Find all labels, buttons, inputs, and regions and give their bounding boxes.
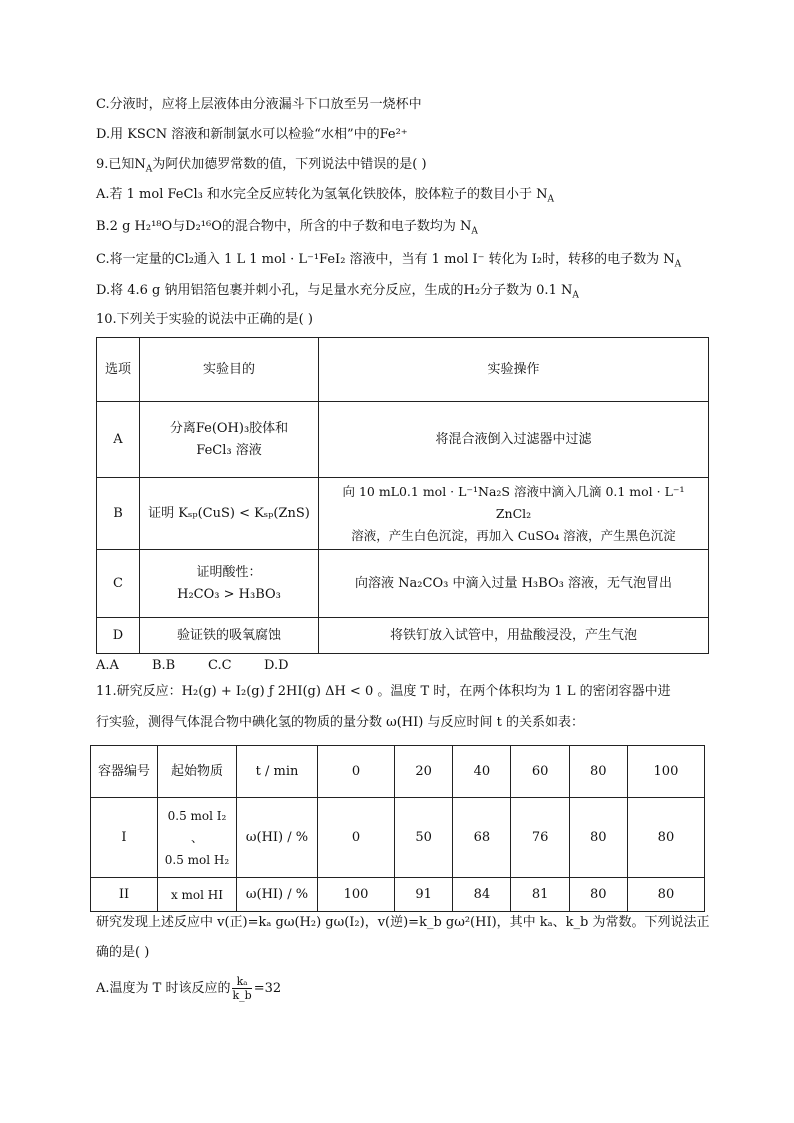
- row-option: D: [97, 618, 140, 654]
- table-row: [91, 798, 705, 878]
- table-row: [91, 746, 705, 798]
- q9-option-d: [96, 282, 579, 300]
- value-cell: 0: [318, 798, 395, 878]
- table-row: [97, 402, 709, 478]
- value-cell: 84: [453, 878, 511, 912]
- q8-option-c: C.分液时，应将上层液体由分液漏斗下口放至另一烧杯中: [96, 97, 422, 112]
- table-row: [97, 478, 709, 550]
- value-cell: 50: [395, 798, 453, 878]
- header-cell: t / min: [237, 746, 318, 798]
- header-goal: 实验目的: [140, 338, 319, 402]
- header-cell: 0: [318, 746, 395, 798]
- q11-stem-line-2: 行实验，测得气体混合物中碘化氢的物质的量分数 ω(HI) 与反应时间 t 的关系如表：: [96, 715, 584, 730]
- q11-table: [90, 745, 705, 912]
- value-cell: 80: [627, 798, 704, 878]
- start-line: 0.5 mol I₂: [167, 808, 227, 823]
- q10-stem: 10.下列关于实验的说法中正确的是( ): [96, 312, 313, 327]
- q9-d-sub: A: [572, 290, 579, 301]
- row-option: A: [97, 402, 140, 478]
- q9-d-text: D.将 4.6 g 钠用铝箔包裹并刺小孔，与足量水充分反应，生成的H₂分子数为 0.1 N: [96, 283, 573, 298]
- option-a: A.A: [96, 658, 119, 673]
- q10-options: [96, 657, 320, 675]
- fraction-denominator: k_b: [232, 989, 252, 1002]
- goal-line: 证明酸性：: [196, 564, 262, 580]
- q9-stem-text: 9.已知N: [96, 157, 146, 172]
- header-cell: 60: [511, 746, 569, 798]
- goal-line: FeCl₃ 溶液: [196, 442, 262, 458]
- q9-c-sub: A: [674, 259, 682, 270]
- header-container: 容器编号: [97, 763, 150, 779]
- operation-line: 向 10 mL0.1 mol · L⁻¹Na₂S 溶液中滴入几滴 0.1 mol · L⁻¹ ZnCl₂: [342, 483, 685, 521]
- header-cell: 40: [453, 746, 511, 798]
- q9-a-text: A.若 1 mol FeCl₃ 和水完全反应转化为氢氧化铁胶体，胶体粒子的数目小于 N: [96, 187, 548, 202]
- header-cell: 100: [627, 746, 704, 798]
- value-cell: 80: [627, 878, 704, 912]
- option-c: C.C: [208, 658, 232, 673]
- q11-after-line-1: 研究发现上述反应中 v(正)=kₐ gω(H₂) gω(I₂)，v(逆)=k_b gω²(HI)，其中 kₐ、k_b 为常数。下列说法正: [96, 915, 710, 930]
- header-cell: 80: [569, 746, 627, 798]
- value-cell: 80: [569, 878, 627, 912]
- option-b: B.B: [152, 658, 176, 673]
- q8-option-d: D.用 KSCN 溶液和新制氯水可以检验“水相”中的Fe²⁺: [96, 127, 408, 142]
- table-row: [97, 550, 709, 618]
- row-operation: 将混合液倒入过滤器中过滤: [319, 402, 709, 478]
- q9-stem-tail: 为阿伏加德罗常数的值，下列说法中错误的是( ): [152, 157, 427, 172]
- fraction: [232, 975, 251, 1002]
- q11-after-line-2: 确的是( ): [96, 945, 150, 960]
- row-operation: 将铁钉放入试管中，用盐酸浸没，产生气泡: [319, 618, 709, 654]
- table-row: [91, 878, 705, 912]
- value-cell: 76: [511, 798, 569, 878]
- goal-line: H₂CO₃ > H₃BO₃: [177, 586, 281, 602]
- value-cell: 100: [318, 878, 395, 912]
- header-operation: 实验操作: [319, 338, 709, 402]
- goal-line: 分离Fe(OH)₃胶体和: [169, 420, 289, 436]
- container-id: II: [91, 878, 158, 912]
- row-option: B: [97, 478, 140, 550]
- q9-option-a: [96, 186, 554, 204]
- start-line: 、: [190, 830, 203, 845]
- operation-line: 溶液，产生白色沉淀，再加入 CuSO₄ 溶液，产生黑色沉淀: [351, 527, 676, 543]
- row-goal: 证明 Kₛₚ(CuS) < Kₛₚ(ZnS): [140, 478, 319, 550]
- q9-c-text: C.将一定量的Cl₂通入 1 L 1 mol · L⁻¹FeI₂ 溶液中，当有 1 mol I⁻ 转化为 I₂时，转移的电子数为 N: [96, 252, 675, 267]
- header-option: 选项: [97, 338, 140, 402]
- row-label: ω(HI) / %: [237, 798, 318, 878]
- q9-stem-sub: A: [145, 164, 153, 175]
- row-operation: 向溶液 Na₂CO₃ 中滴入过量 H₃BO₃ 溶液，无气泡冒出: [319, 550, 709, 618]
- header-cell: 20: [395, 746, 453, 798]
- q10-table: [96, 337, 709, 654]
- q9-option-c: [96, 251, 681, 269]
- option-a-post: =32: [253, 981, 282, 996]
- row-goal: [140, 550, 319, 618]
- table-row: [97, 338, 709, 402]
- row-goal: [140, 402, 319, 478]
- q11-stem-line-1: 11.研究反应：H₂(g) + I₂(g) ƒ 2HI(g) ΔH < 0 。温度 T 时，在两个体积均为 1 L 的密闭容器中进: [96, 684, 671, 699]
- row-option: C: [97, 550, 140, 618]
- q9-option-b: [96, 218, 478, 236]
- value-cell: 91: [395, 878, 453, 912]
- value-cell: 80: [569, 798, 627, 878]
- start-material: x mol HI: [158, 878, 237, 912]
- start-material: [158, 798, 237, 878]
- q11-option-a: [96, 974, 281, 1004]
- container-id: I: [91, 798, 158, 878]
- fraction-numerator: kₐ: [232, 975, 251, 989]
- row-operation: [319, 478, 709, 550]
- table-row: [97, 618, 709, 654]
- option-d: D.D: [264, 658, 289, 673]
- q9-b-text: B.2 g H₂¹⁸O与D₂¹⁶O的混合物中，所含的中子数和电子数均为 N: [96, 219, 472, 234]
- start-line: 0.5 mol H₂: [164, 852, 230, 867]
- q9-stem: [96, 156, 427, 174]
- option-a-pre: A.温度为 T 时该反应的: [96, 981, 231, 996]
- header-cell: 起始物质: [158, 746, 237, 798]
- row-label: ω(HI) / %: [237, 878, 318, 912]
- row-goal: 验证铁的吸氧腐蚀: [140, 618, 319, 654]
- value-cell: 81: [511, 878, 569, 912]
- q9-b-sub: A: [471, 226, 478, 237]
- q9-a-sub: A: [547, 194, 554, 205]
- value-cell: 68: [453, 798, 511, 878]
- header-cell: [91, 746, 158, 798]
